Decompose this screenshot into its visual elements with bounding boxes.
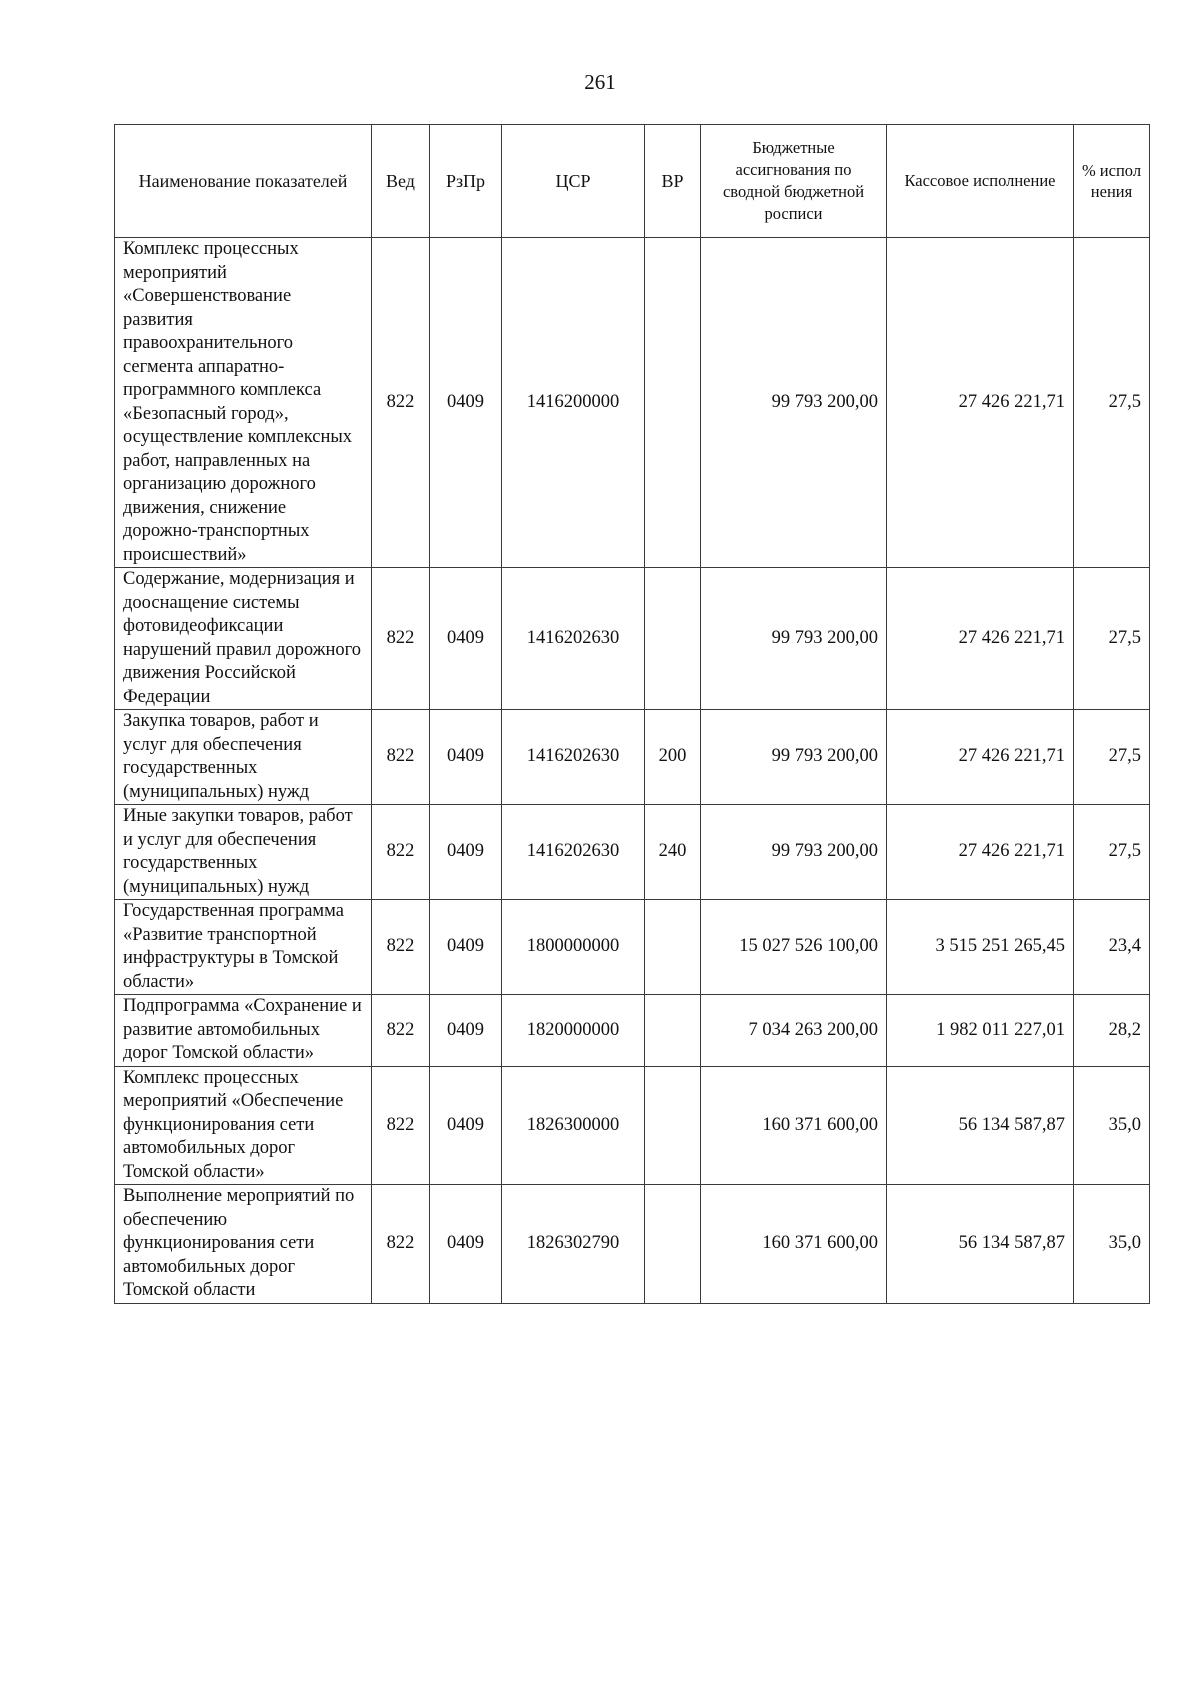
row-pct: 27,5 [1074, 710, 1150, 805]
row-csr: 1820000000 [502, 995, 645, 1067]
row-budget: 7 034 263 200,00 [701, 995, 887, 1067]
row-cash: 27 426 221,71 [887, 238, 1074, 568]
row-csr: 1800000000 [502, 900, 645, 995]
table-row [115, 568, 1150, 710]
row-cash: 1 982 011 227,01 [887, 995, 1074, 1067]
row-cash: 27 426 221,71 [887, 805, 1074, 900]
row-vr [645, 568, 701, 710]
row-budget: 15 027 526 100,00 [701, 900, 887, 995]
row-budget: 99 793 200,00 [701, 238, 887, 568]
row-csr: 1416202630 [502, 710, 645, 805]
row-ved: 822 [372, 1066, 430, 1185]
row-ved: 822 [372, 238, 430, 568]
row-pct: 27,5 [1074, 805, 1150, 900]
row-pct: 23,4 [1074, 900, 1150, 995]
row-csr: 1416202630 [502, 805, 645, 900]
table-row [115, 1185, 1150, 1304]
row-name: Закупка товаров, работ и услуг для обеспечения государственных (муниципальных) нужд [115, 710, 372, 805]
row-ved: 822 [372, 1185, 430, 1304]
row-vr [645, 1066, 701, 1185]
table-row [115, 995, 1150, 1067]
row-cash: 56 134 587,87 [887, 1066, 1074, 1185]
row-vr: 200 [645, 710, 701, 805]
budget-execution-table [114, 124, 1150, 1304]
table-row [115, 1066, 1150, 1185]
row-name: Подпрограмма «Сохранение и развитие автомобильных дорог Томской области» [115, 995, 372, 1067]
row-ved: 822 [372, 995, 430, 1067]
row-pct: 27,5 [1074, 238, 1150, 568]
row-budget: 99 793 200,00 [701, 710, 887, 805]
row-rzpr: 0409 [430, 805, 502, 900]
row-cash: 27 426 221,71 [887, 568, 1074, 710]
row-ved: 822 [372, 568, 430, 710]
header-budget: Бюджетные ассигнования по сводной бюджетной росписи [701, 125, 887, 238]
row-ved: 822 [372, 710, 430, 805]
row-csr: 1416200000 [502, 238, 645, 568]
row-budget: 160 371 600,00 [701, 1185, 887, 1304]
row-budget: 160 371 600,00 [701, 1066, 887, 1185]
row-name: Выполнение мероприятий по обеспечению функционирования сети автомобильных дорог Томской области [115, 1185, 372, 1304]
row-vr [645, 1185, 701, 1304]
row-name: Содержание, модернизация и дооснащение системы фотовидеофиксации нарушений правил дорожного движения Российской Федерации [115, 568, 372, 710]
header-cash: Кассовое исполнение [887, 125, 1074, 238]
row-budget: 99 793 200,00 [701, 805, 887, 900]
row-vr: 240 [645, 805, 701, 900]
header-ved: Вед [372, 125, 430, 238]
row-csr: 1826300000 [502, 1066, 645, 1185]
table-header-row [115, 125, 1150, 238]
row-rzpr: 0409 [430, 900, 502, 995]
row-ved: 822 [372, 900, 430, 995]
table-row [115, 710, 1150, 805]
row-pct: 35,0 [1074, 1185, 1150, 1304]
header-csr: ЦСР [502, 125, 645, 238]
row-rzpr: 0409 [430, 568, 502, 710]
row-csr: 1826302790 [502, 1185, 645, 1304]
row-budget: 99 793 200,00 [701, 568, 887, 710]
row-pct: 28,2 [1074, 995, 1150, 1067]
row-ved: 822 [372, 805, 430, 900]
row-rzpr: 0409 [430, 1066, 502, 1185]
table-row [115, 900, 1150, 995]
header-name: Наименование показателей [115, 125, 372, 238]
row-name: Государственная программа «Развитие транспортной инфраструктуры в Томской области» [115, 900, 372, 995]
row-vr [645, 995, 701, 1067]
row-name: Иные закупки товаров, работ и услуг для обеспечения государственных (муниципальных) нужд [115, 805, 372, 900]
row-name: Комплекс процессных мероприятий «Обеспечение функционирования сети автомобильных дорог Томской области» [115, 1066, 372, 1185]
header-rzpr: РзПр [430, 125, 502, 238]
row-pct: 35,0 [1074, 1066, 1150, 1185]
row-rzpr: 0409 [430, 1185, 502, 1304]
row-vr [645, 900, 701, 995]
row-rzpr: 0409 [430, 238, 502, 568]
header-pct: % испол нения [1074, 125, 1150, 238]
header-vr: ВР [645, 125, 701, 238]
table-row [115, 238, 1150, 568]
table-row [115, 805, 1150, 900]
row-cash: 56 134 587,87 [887, 1185, 1074, 1304]
row-cash: 27 426 221,71 [887, 710, 1074, 805]
row-csr: 1416202630 [502, 568, 645, 710]
row-vr [645, 238, 701, 568]
row-pct: 27,5 [1074, 568, 1150, 710]
row-rzpr: 0409 [430, 995, 502, 1067]
page-number: 261 [584, 70, 616, 94]
row-name: Комплекс процессных мероприятий «Совершенствование развития правоохранительного сегмента аппаратно-программного комплекса «Безопасный город», осуществление комплексных работ, направленных на организацию дорожного движения, снижение дорожно-транспортных происшествий» [115, 238, 372, 568]
row-rzpr: 0409 [430, 710, 502, 805]
row-cash: 3 515 251 265,45 [887, 900, 1074, 995]
